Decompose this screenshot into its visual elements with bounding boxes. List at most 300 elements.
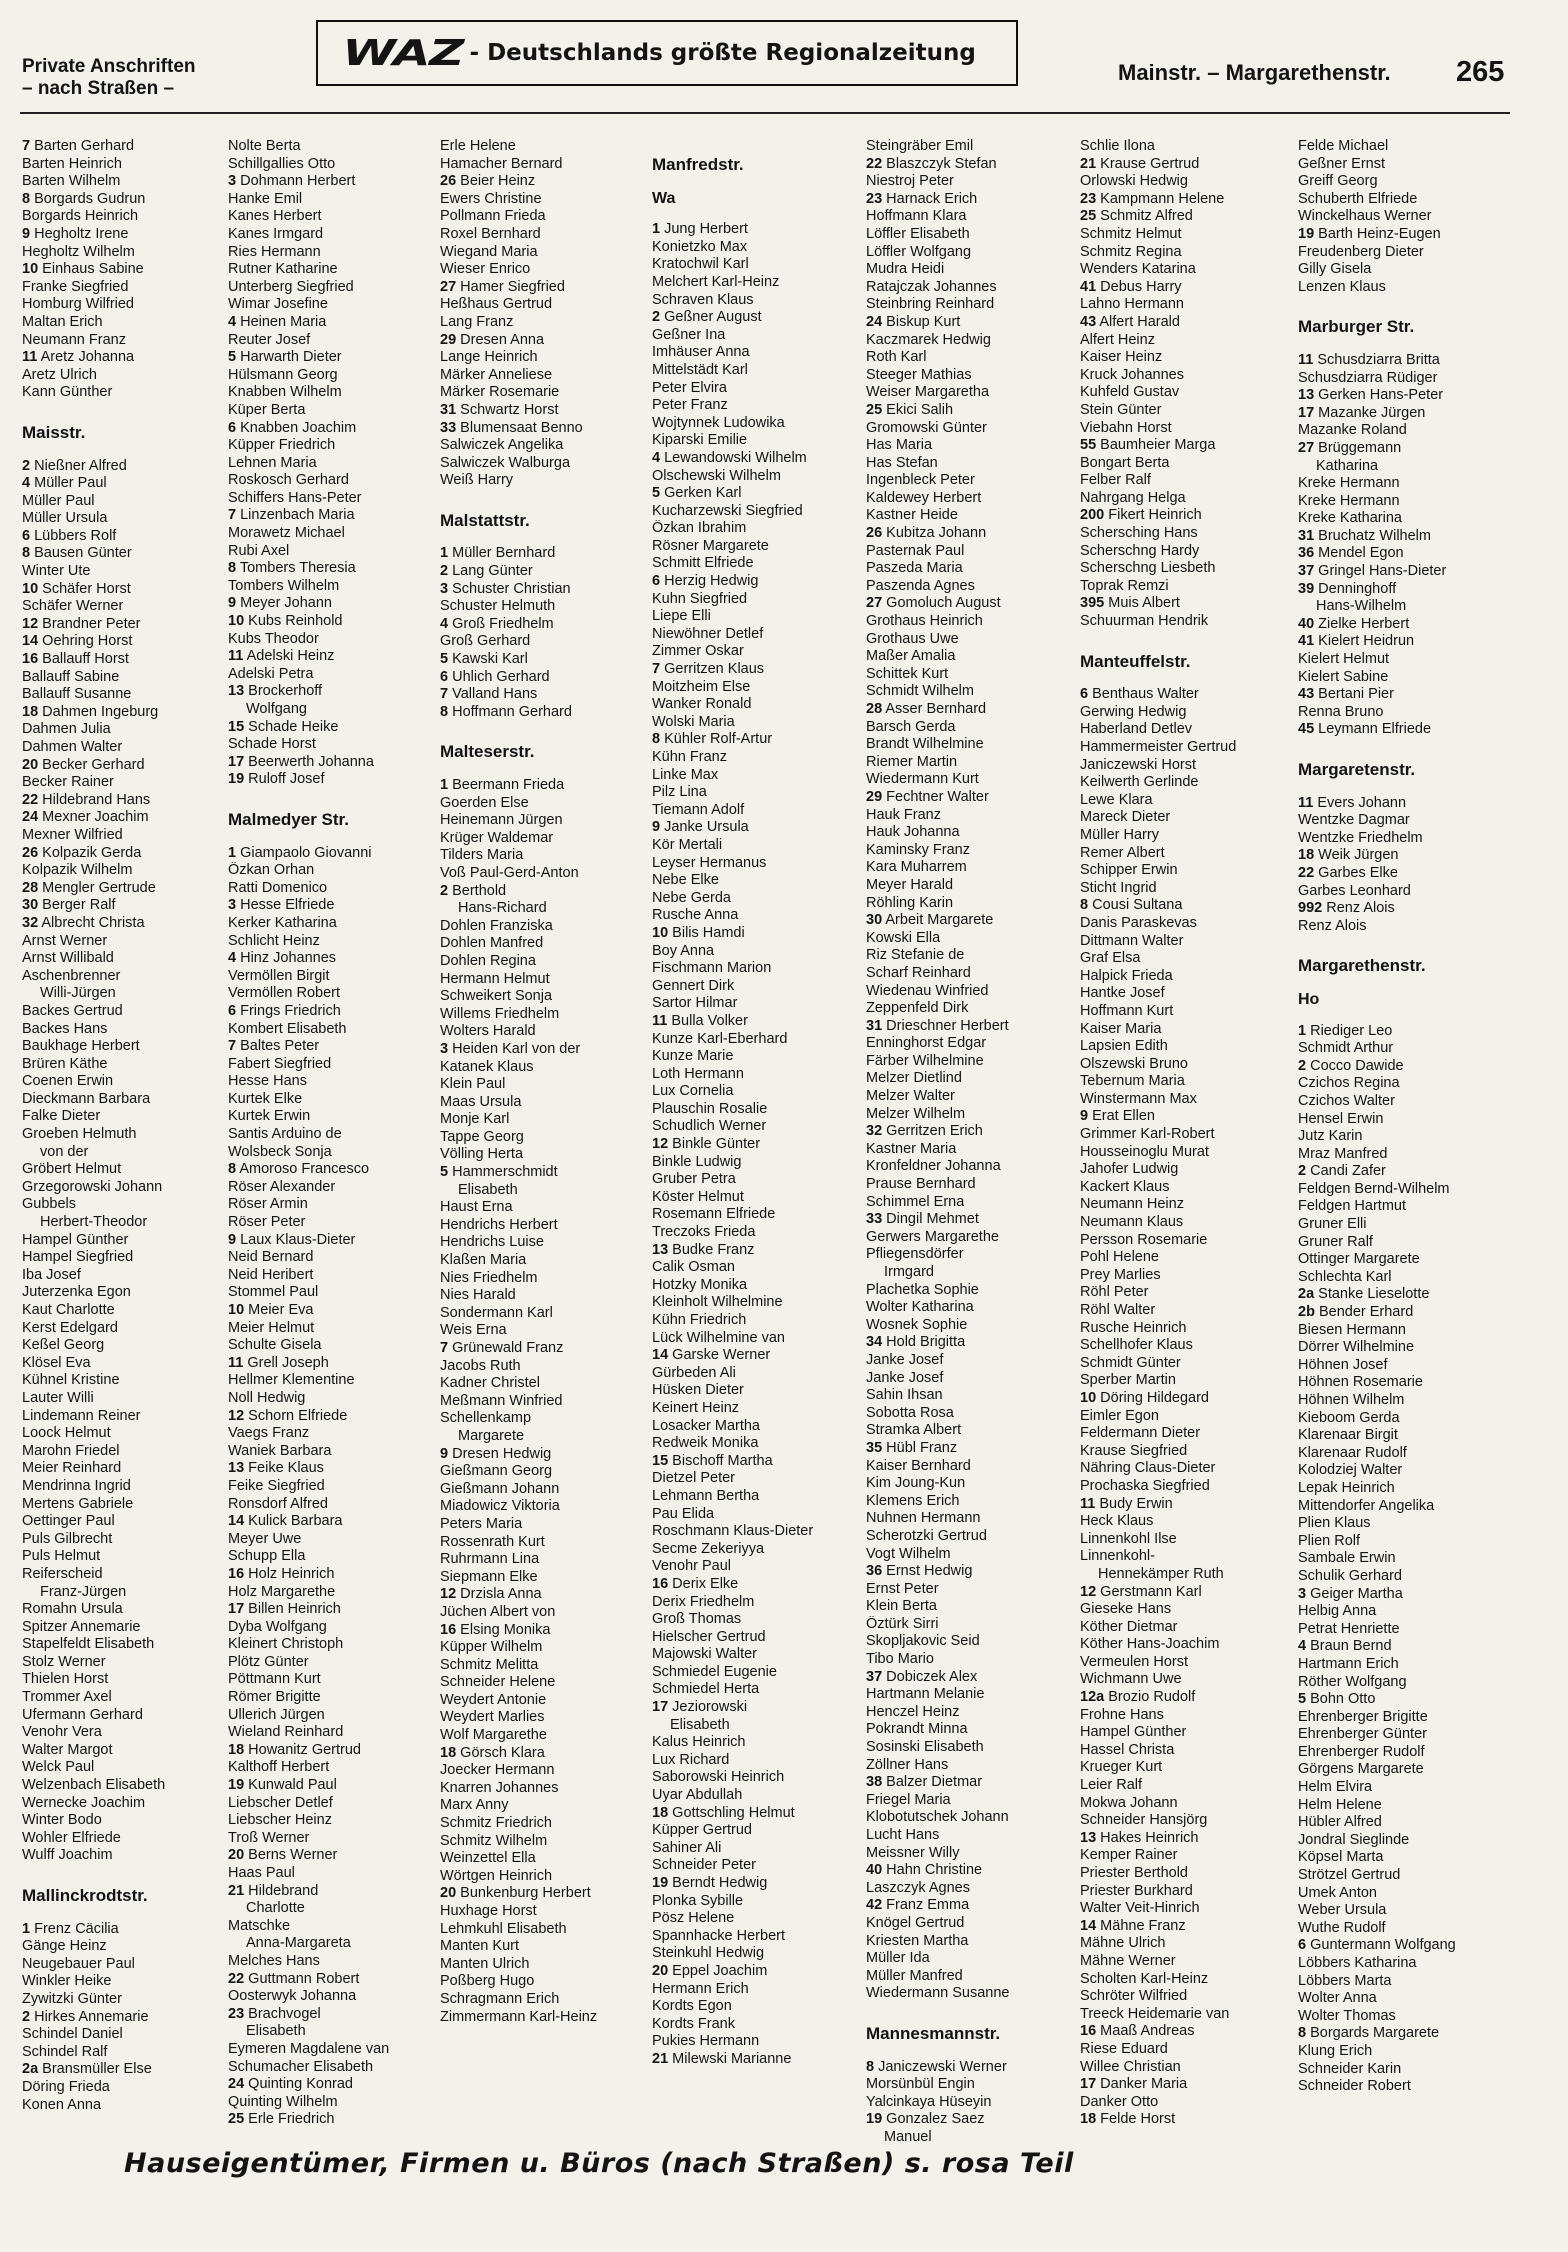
resident-entry	[866, 1950, 1078, 1968]
resident-name: Kaiser Maria	[1080, 1020, 1162, 1037]
resident-name: Aschenbrenner	[22, 967, 121, 984]
resident-entry	[652, 855, 864, 873]
resident-entry	[652, 731, 864, 749]
resident-name: Scherotzki Gertrud	[866, 1527, 987, 1544]
resident-name: Mareck Dieter	[1080, 809, 1171, 826]
resident-name: Barten Wilhelm	[22, 173, 121, 190]
resident-entry	[866, 1757, 1078, 1775]
resident-name: Elisabeth	[670, 1716, 730, 1733]
resident-name: Kampmann Helene	[1100, 190, 1225, 207]
resident-name: Weiß Harry	[440, 472, 514, 489]
resident-entry	[228, 1759, 440, 1777]
resident-name: Melzer Walter	[866, 1088, 955, 1105]
resident-name: Gerwing Hedwig	[1080, 703, 1187, 720]
resident-entry	[866, 1651, 1078, 1669]
resident-name: Strötzel Gertrud	[1298, 1867, 1401, 1884]
resident-name: Kunze Marie	[652, 1048, 734, 1065]
resident-entry	[866, 1968, 1078, 1986]
resident-entry	[440, 1569, 652, 1587]
resident-name: Gubbels	[22, 1196, 77, 1213]
resident-name: Schittek Kurt	[866, 665, 949, 682]
resident-entry	[228, 1249, 440, 1267]
resident-entry	[1080, 173, 1292, 191]
resident-entry	[440, 279, 652, 297]
resident-name: Schneider Karin	[1298, 2060, 1402, 2077]
resident-name: Mraz Manfred	[1298, 1145, 1388, 1162]
resident-entry	[22, 384, 234, 402]
resident-entry	[228, 2094, 440, 2112]
house-number: 36	[866, 1563, 883, 1580]
resident-name: Giampaolo Giovanni	[240, 844, 372, 861]
resident-name: Arbeit Margarete	[885, 912, 994, 929]
resident-name: Haust Erna	[440, 1199, 513, 1216]
house-number: 10	[22, 261, 39, 278]
house-number: 13	[228, 1460, 245, 1477]
resident-entry	[1298, 1357, 1510, 1375]
resident-name: Laszczyk Agnes	[866, 1879, 970, 1896]
resident-name: Neumann Klaus	[1080, 1214, 1184, 1231]
resident-name: Miadowicz Viktoria	[440, 1498, 560, 1515]
resident-entry	[1298, 1550, 1510, 1568]
house-number: 3	[1298, 1585, 1307, 1602]
resident-entry	[228, 1654, 440, 1672]
resident-name: Lindemann Reiner	[22, 1407, 141, 1424]
house-number: 6	[228, 419, 237, 436]
resident-name: Wentzke Dagmar	[1298, 812, 1410, 829]
resident-entry	[22, 1108, 234, 1126]
resident-entry	[228, 1988, 440, 2006]
house-number: 26	[440, 173, 457, 190]
resident-name: Dittmann Walter	[1080, 932, 1184, 949]
resident-name: Kratochwil Karl	[652, 256, 749, 273]
resident-entry	[1298, 1656, 1510, 1674]
house-number: 5	[440, 1164, 449, 1181]
resident-entry	[22, 296, 234, 314]
resident-entry	[440, 883, 652, 901]
resident-entry	[228, 367, 440, 385]
resident-entry	[652, 943, 864, 961]
resident-entry	[22, 349, 237, 367]
resident-name: Mittendorfer Angelika	[1298, 1497, 1435, 1514]
resident-entry	[1080, 1196, 1292, 1214]
street-heading: Marburger Str.	[1298, 317, 1415, 337]
resident-entry	[22, 313, 237, 332]
resident-entry	[652, 1418, 864, 1436]
resident-entry	[440, 935, 652, 953]
resident-entry	[22, 1671, 234, 1689]
resident-name: Röhling Karin	[866, 894, 954, 911]
resident-name: Alfert Heinz	[1080, 331, 1155, 348]
resident-entry	[22, 1956, 234, 1974]
house-number: 13	[652, 1241, 669, 1258]
resident-name: Poßberg Hugo	[440, 1973, 535, 1990]
house-number: 4	[228, 313, 237, 330]
resident-entry	[1298, 493, 1510, 511]
resident-name: Sartor Hilmar	[652, 995, 738, 1012]
resident-entry	[1298, 812, 1510, 830]
resident-entry	[22, 191, 234, 209]
house-number: 17	[228, 1601, 245, 1618]
resident-entry	[22, 2026, 234, 2044]
resident-name: Olszewski Bruno	[1080, 1055, 1188, 1072]
resident-entry	[22, 774, 234, 792]
resident-name: Feldgen Hartmut	[1298, 1198, 1406, 1215]
resident-entry	[1080, 613, 1292, 631]
resident-name: Grzegorowski Johann	[22, 1178, 163, 1195]
resident-name: Binkle Ludwig	[652, 1153, 742, 1170]
resident-entry	[1298, 191, 1510, 209]
resident-name: Kastner Maria	[866, 1140, 957, 1157]
resident-entry	[440, 314, 652, 332]
house-number: 6	[22, 527, 31, 544]
resident-name: Oehring Horst	[42, 633, 133, 650]
house-number: 17	[1080, 2076, 1097, 2093]
house-number: 37	[866, 1668, 883, 1685]
resident-name: Billen Heinrich	[248, 1601, 341, 1618]
resident-entry	[440, 1516, 652, 1534]
resident-entry	[228, 1513, 440, 1531]
resident-entry	[866, 1633, 1078, 1651]
resident-name: Wolters Harald	[440, 1023, 536, 1040]
resident-entry	[22, 1196, 234, 1214]
resident-entry	[652, 1822, 864, 1840]
resident-name: Franke Siegfried	[22, 278, 129, 295]
resident-entry	[440, 1252, 652, 1270]
resident-entry	[652, 2033, 864, 2051]
resident-name: Dresen Hedwig	[452, 1445, 552, 1462]
resident-entry	[228, 1091, 440, 1109]
resident-entry	[1080, 1214, 1292, 1232]
resident-entry	[440, 1956, 652, 1974]
resident-name: Plien Klaus	[1298, 1515, 1371, 1532]
house-number: 27	[1298, 439, 1315, 456]
resident-name: Ehrenberger Rudolf	[1298, 1743, 1425, 1760]
resident-name: Gruner Ralf	[1298, 1233, 1373, 1250]
house-number: 40	[1298, 615, 1315, 632]
resident-entry	[1080, 1126, 1292, 1144]
resident-entry	[652, 1558, 864, 1576]
resident-name: Frings Friedrich	[240, 1002, 341, 1019]
resident-name: Liebscher Detlef	[228, 1794, 333, 1811]
resident-entry	[652, 1963, 864, 1981]
resident-name: Iba Josef	[22, 1266, 81, 1283]
resident-name: Garbes Leonhard	[1298, 882, 1411, 899]
resident-name: Bender Erhard	[1318, 1304, 1414, 1321]
resident-name: Charlotte	[246, 1900, 305, 1917]
resident-entry	[440, 1833, 652, 1851]
resident-entry	[1298, 1832, 1510, 1850]
resident-name: Ronsdorf Alfred	[228, 1495, 328, 1512]
resident-name: Treeck Heidemarie van	[1080, 2005, 1230, 2022]
house-number: 28	[866, 701, 883, 717]
resident-entry	[228, 1460, 440, 1478]
resident-name: Derix Friedhelm	[652, 1593, 755, 1610]
resident-name: Rusche Anna	[652, 907, 739, 924]
resident-name: Hübler Alfred	[1298, 1814, 1382, 1831]
resident-entry	[652, 450, 864, 468]
resident-entry	[652, 362, 864, 380]
resident-name: Weydert Antonie	[440, 1691, 547, 1708]
resident-entry	[1298, 1023, 1510, 1041]
resident-name: Römer Brigitte	[228, 1689, 321, 1706]
resident-name: Kaiser Bernhard	[866, 1457, 971, 1474]
resident-name: Calik Osman	[652, 1259, 735, 1276]
resident-entry	[1080, 1759, 1292, 1777]
resident-name: Priester Berthold	[1080, 1865, 1188, 1881]
resident-entry	[22, 2061, 234, 2079]
resident-name: Melzer Dietlind	[866, 1070, 962, 1087]
resident-name: Konietzko Max	[652, 238, 748, 255]
resident-entry	[1298, 1058, 1510, 1076]
resident-entry	[228, 1707, 440, 1725]
resident-entry	[228, 1003, 440, 1021]
resident-name: Groß Thomas	[652, 1611, 742, 1628]
resident-entry	[652, 1998, 864, 2016]
directory-column-5	[866, 138, 1078, 2147]
resident-name: Falke Dieter	[22, 1108, 101, 1125]
resident-entry	[866, 1405, 1078, 1423]
resident-entry	[866, 1704, 1078, 1722]
house-number: 18	[652, 1804, 669, 1821]
resident-name: Wolski Maria	[652, 713, 735, 730]
resident-entry	[228, 156, 440, 174]
resident-entry	[440, 1657, 652, 1675]
resident-name: Candi Zafer	[1310, 1163, 1386, 1180]
resident-entry	[228, 1918, 440, 1936]
resident-entry	[440, 420, 652, 438]
resident-entry	[652, 1699, 864, 1717]
resident-name: Hensel Erwin	[1298, 1110, 1384, 1127]
resident-name: Budke Franz	[672, 1241, 755, 1258]
resident-name: Kronfeldner Johanna	[866, 1158, 1001, 1175]
resident-name: Barten Heinrich	[22, 155, 122, 172]
resident-name: Felde Horst	[1100, 2111, 1176, 2128]
resident-name: Grimmer Karl-Robert	[1080, 1126, 1215, 1143]
resident-entry	[1080, 314, 1292, 332]
resident-name: Eppel Joachim	[672, 1962, 768, 1979]
resident-name: Peters Maria	[440, 1515, 523, 1532]
house-number: 25	[1080, 208, 1097, 225]
resident-name: Kubs Reinhold	[248, 613, 343, 630]
resident-entry	[440, 296, 652, 314]
resident-name: Plonka Sybille	[652, 1892, 744, 1909]
resident-entry	[652, 802, 864, 820]
resident-name: Jutz Karin	[1298, 1128, 1363, 1145]
resident-entry	[652, 661, 864, 679]
resident-entry	[866, 1739, 1078, 1757]
resident-name: Linnenkohl-	[1080, 1548, 1155, 1565]
house-number: 22	[1298, 864, 1315, 881]
resident-name: Schlechta Karl	[1298, 1268, 1392, 1285]
resident-entry	[228, 525, 440, 543]
resident-name: Hans-Wilhelm	[1316, 598, 1407, 615]
resident-name: Paszeda Maria	[866, 560, 963, 577]
resident-entry	[22, 528, 234, 546]
house-number: 25	[228, 2111, 245, 2128]
resident-entry	[652, 1083, 864, 1101]
resident-entry	[22, 809, 234, 827]
house-number: 26	[866, 525, 883, 542]
resident-entry	[1298, 279, 1510, 297]
resident-name: Manuel	[884, 2128, 932, 2145]
resident-entry	[866, 367, 1078, 385]
resident-entry	[652, 256, 864, 274]
resident-name: Küpper Wilhelm	[440, 1639, 543, 1656]
house-number: 6	[1298, 1937, 1307, 1954]
resident-entry	[1080, 1900, 1292, 1918]
resident-name: Vermöllen Birgit	[228, 967, 330, 984]
resident-entry	[1298, 1269, 1510, 1287]
resident-name: Brüggemann	[1318, 439, 1402, 456]
resident-name: Olschewski Wilhelm	[652, 467, 781, 484]
resident-entry	[1080, 1707, 1292, 1725]
resident-name: Hielscher Gertrud	[652, 1628, 766, 1645]
resident-name: Röther Wolfgang	[1298, 1673, 1407, 1690]
house-number: 19	[866, 2111, 883, 2128]
resident-name: Kuhfeld Gustav	[1080, 384, 1180, 401]
house-number: 11	[228, 1354, 244, 1371]
resident-name: Treczoks Frieda	[652, 1224, 756, 1241]
resident-name: Secme Zekeriyya	[652, 1540, 765, 1557]
resident-name: Jung Herbert	[664, 221, 748, 238]
house-number: 30	[22, 897, 39, 914]
house-number: 24	[866, 313, 883, 330]
resident-entry	[22, 1425, 234, 1443]
resident-entry	[652, 1259, 864, 1277]
resident-name: Schulte Gisela	[228, 1337, 322, 1354]
resident-name: Kolpazik Gerda	[42, 844, 142, 861]
resident-entry	[652, 1136, 864, 1154]
resident-entry	[866, 384, 1078, 402]
resident-name: Manten Kurt	[440, 1938, 519, 1955]
resident-entry	[652, 1312, 864, 1330]
resident-entry	[866, 701, 1078, 719]
resident-name: Sambale Erwin	[1298, 1550, 1396, 1567]
resident-entry	[440, 598, 652, 616]
resident-name: Grell Joseph	[247, 1354, 329, 1371]
resident-name: Kubitza Johann	[886, 525, 987, 542]
resident-entry	[440, 633, 652, 651]
entry-continuation	[22, 1214, 234, 1232]
resident-name: Dohlen Manfred	[440, 935, 544, 952]
resident-name: Janiczewski Horst	[1080, 756, 1197, 773]
resident-entry	[22, 367, 234, 385]
resident-entry	[228, 1320, 440, 1338]
resident-name: Valland Hans	[452, 686, 538, 703]
resident-name: Schneider Peter	[652, 1857, 756, 1874]
resident-entry	[22, 279, 234, 297]
resident-name: Schlicht Heinz	[228, 932, 320, 949]
resident-entry	[1080, 721, 1292, 739]
resident-entry	[1298, 1234, 1510, 1252]
resident-name: Schmitz Wilhelm	[440, 1832, 548, 1849]
resident-entry	[1298, 1128, 1510, 1146]
resident-entry	[22, 1056, 234, 1074]
resident-name: Groß Gerhard	[440, 633, 531, 650]
resident-name: Coenen Erwin	[22, 1073, 114, 1090]
resident-name: Riese Eduard	[1080, 2040, 1168, 2057]
resident-name: Friegel Maria	[866, 1791, 951, 1808]
resident-name: Dohmann Herbert	[240, 173, 356, 190]
resident-entry	[1080, 1302, 1292, 1320]
house-number: 38	[866, 1774, 883, 1791]
resident-name: Gonzalez Saez	[886, 2111, 985, 2128]
resident-entry	[22, 1302, 234, 1320]
resident-entry	[866, 1334, 1078, 1352]
house-number: 2	[1298, 1163, 1307, 1180]
resident-name: Pöttmann Kurt	[228, 1671, 321, 1688]
resident-name: Danker Maria	[1100, 2076, 1188, 2093]
resident-name: Tombers Theresia	[239, 560, 356, 577]
directory-column-7	[1298, 138, 1510, 2096]
house-number: 33	[440, 419, 457, 436]
resident-name: Weis Erna	[440, 1322, 507, 1339]
resident-entry	[1080, 1478, 1292, 1496]
resident-name: Plien Rolf	[1298, 1532, 1361, 1549]
resident-entry	[22, 563, 234, 581]
resident-entry	[440, 244, 652, 262]
resident-name: Hirkes Annemarie	[34, 2008, 149, 2025]
resident-name: Baukhage Herbert	[22, 1038, 140, 1055]
house-number: 6	[1080, 686, 1089, 703]
house-number: 22	[228, 1970, 245, 1987]
resident-entry	[652, 1734, 864, 1752]
resident-entry	[1298, 616, 1510, 634]
resident-entry	[228, 543, 440, 561]
resident-name: Wojtynnek Ludowika	[652, 414, 785, 431]
resident-name: Nies Harald	[440, 1287, 516, 1304]
resident-name: Gröbert Helmut	[22, 1161, 122, 1178]
resident-entry	[1080, 1021, 1292, 1039]
resident-entry	[652, 1206, 864, 1224]
resident-name: Oettinger Paul	[22, 1513, 115, 1530]
resident-name: Kör Mertali	[652, 836, 723, 853]
resident-entry	[228, 950, 440, 968]
resident-entry	[866, 1880, 1078, 1898]
resident-entry	[866, 1510, 1078, 1528]
resident-entry	[440, 847, 652, 865]
resident-entry	[22, 1126, 234, 1144]
resident-name: Feldgen Bernd-Wilhelm	[1298, 1180, 1450, 1197]
resident-entry	[1298, 865, 1510, 883]
resident-entry	[652, 1154, 864, 1172]
resident-entry	[866, 1845, 1078, 1863]
resident-entry	[1298, 686, 1510, 704]
resident-name: Has Maria	[866, 437, 933, 454]
resident-name: Özkan Orhan	[228, 862, 315, 879]
resident-name: Garske Werner	[672, 1347, 771, 1364]
resident-name: Wolter Anna	[1298, 1990, 1377, 2007]
resident-name: Mexner Wilfried	[22, 826, 123, 843]
resident-entry	[1080, 1847, 1292, 1865]
resident-entry	[1080, 1003, 1292, 1021]
resident-name: Scherschng Hardy	[1080, 542, 1200, 559]
resident-entry	[1080, 933, 1292, 951]
house-number: 27	[440, 278, 457, 295]
resident-entry	[1080, 2076, 1292, 2094]
resident-entry	[652, 1118, 864, 1136]
house-number: 16	[440, 1621, 457, 1638]
resident-entry	[22, 651, 234, 669]
house-number: 32	[22, 914, 39, 931]
resident-entry	[228, 1601, 440, 1619]
resident-entry	[228, 279, 440, 297]
resident-entry	[228, 1355, 440, 1373]
resident-name: Franz Emma	[886, 1897, 970, 1914]
resident-name: Felde Michael	[1298, 138, 1389, 154]
resident-name: Cocco Dawide	[1310, 1057, 1404, 1074]
resident-name: Müller Ursula	[22, 510, 108, 527]
